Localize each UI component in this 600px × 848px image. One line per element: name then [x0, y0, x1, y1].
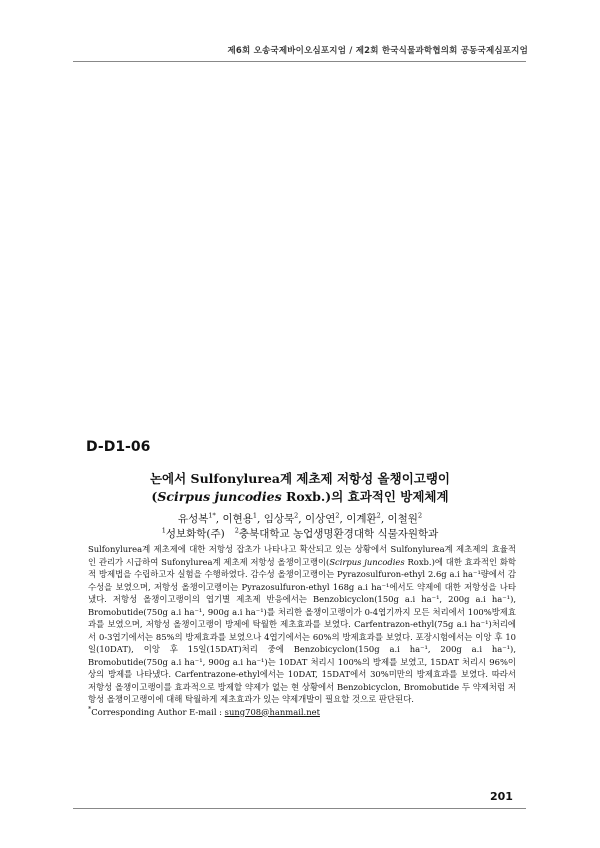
corresponding-label: Corresponding Author E-mail : — [91, 706, 225, 717]
author-affiliation-mark: 1* — [208, 511, 216, 520]
author-affiliation-mark: 2 — [294, 511, 299, 520]
author-name: 유성복 — [177, 513, 209, 525]
affiliation-number: 1 — [161, 526, 166, 535]
email-link[interactable]: sung708@hanmail.net — [224, 706, 320, 717]
footer-rule — [73, 808, 526, 809]
running-header: 제6회 오송국제바이오심포지엄 / 제2회 한국식물과학협의회 공동국제심포지엄 — [227, 46, 528, 56]
title-paren-open: ( — [151, 489, 158, 504]
corresponding-mark: * — [88, 704, 92, 713]
title-line-2 — [80, 488, 520, 506]
abstract-scientific-name: Scirpus juncodies — [329, 556, 405, 567]
header-rule — [73, 61, 526, 62]
title-line-2-rest: Roxb.)의 효과적인 방제체계 — [281, 489, 449, 504]
abstract — [88, 543, 516, 718]
author-block — [80, 512, 520, 542]
affiliation-list — [80, 527, 520, 542]
affiliation-org: 충북대학교 농업생명환경대학 식물자원학과 — [238, 528, 439, 540]
abstract-body — [88, 543, 516, 706]
page-number: 201 — [490, 790, 513, 803]
author-affiliation-mark: 1 — [252, 511, 258, 520]
author-affiliation-mark: 2 — [335, 511, 340, 520]
author-name: 이현용 — [222, 513, 253, 525]
affiliation-org: 성보화학(주) — [165, 528, 225, 540]
author-name: 이철원 — [387, 513, 418, 525]
title-scientific-name: Scirpus juncodies — [157, 489, 282, 504]
corresponding-author — [88, 706, 516, 719]
author-affiliation-mark: 2 — [376, 511, 381, 520]
author-name: 이상연 — [304, 513, 336, 525]
author-affiliation-mark: 2 — [417, 511, 423, 520]
author-name: 이계환 — [346, 513, 377, 525]
abstract-text-part-1: Sulfonylurea계 제초제에 대한 저항성 잡초가 나타나고 확산되고 있는 상황에서 Sulfonylurea계 제초제의 효율적인 관리가 시급하여 Sufonylurea계 제초제 저항성 올챙이고랭이( — [88, 544, 516, 567]
affiliation-number: 2 — [234, 526, 239, 535]
paper-title — [80, 470, 520, 506]
author-name: 임상묵 — [263, 513, 295, 525]
paper-code: D-D1-06 — [86, 439, 151, 455]
author-list: 유성복$^{1*}$, 이현용$^1$, 임상묵$^2$, 이상연$^2$, 이계환$^2$, 이철원$^2$ — [177, 511, 423, 525]
abstract-text-part-2: Roxb.)에 대한 효과적인 화학적 방제법을 수립하고자 실험을 수행하였다. 감수성 올챙이고랭이는 Pyrazosulfuron-ethyl 2.6g a.i ha⁻¹량에서 감수성을 보였으며, 저항성 올챙이고랭이는 Pyrazosulfuron-ethyl 168g a.i ha⁻¹에서도 약제에 대한 저항성을 나타냈다. 저항성 올챙이고랭이의 엽기별 제초제 반응에서는 Benzobicyclon(150g a.i ha⁻¹, 200g a.i ha⁻¹), Bromobutide(750g a.i ha⁻¹, 900g a.i ha⁻¹)를 처리한 올챙이고랭이가 0-4엽기까지 모든 처리에서 100%방제효과를 보였으며, 저항성 올챙이고랭이 방제에 탁월한 제초효과를 보였다. Carfentrazon-ethyl(75g a.i ha⁻¹)처리에서 0-3엽기에서는 85%의 방제효과를 보였으나 4엽기에서는 60%의 방제효과를 보였다. 포장시험에서는 이앙 후 10일(10DAT), 이앙 후 15일(15DAT)처리 중에 Benzobicyclon(150g a.i ha⁻¹, 200g a.i ha⁻¹), Bromobutide(750g a.i ha⁻¹, 900g a.i ha⁻¹)는 10DAT 처리시 100%의 방제를 보였고, 15DAT 처리시 96%이상의 방제를 나타냈다. Carfentrazone-ethyl에서는 10DAT, 15DAT에서 30%미만의 방제효과를 보였다. 따라서 저항성 올챙이고랭이를 효과적으로 방제할 약제가 없는 현 상황에서 Benzobicyclon, Bromobutide 두 약제처럼 저항성 올챙이고랭이에 대해 탁월하게 제초효과가 있는 약제개발이 필요할 것으로 판단된다. — [88, 556, 517, 704]
title-line-1: 논에서 Sulfonylurea계 제초제 저항성 올챙이고랭이 — [149, 471, 450, 486]
